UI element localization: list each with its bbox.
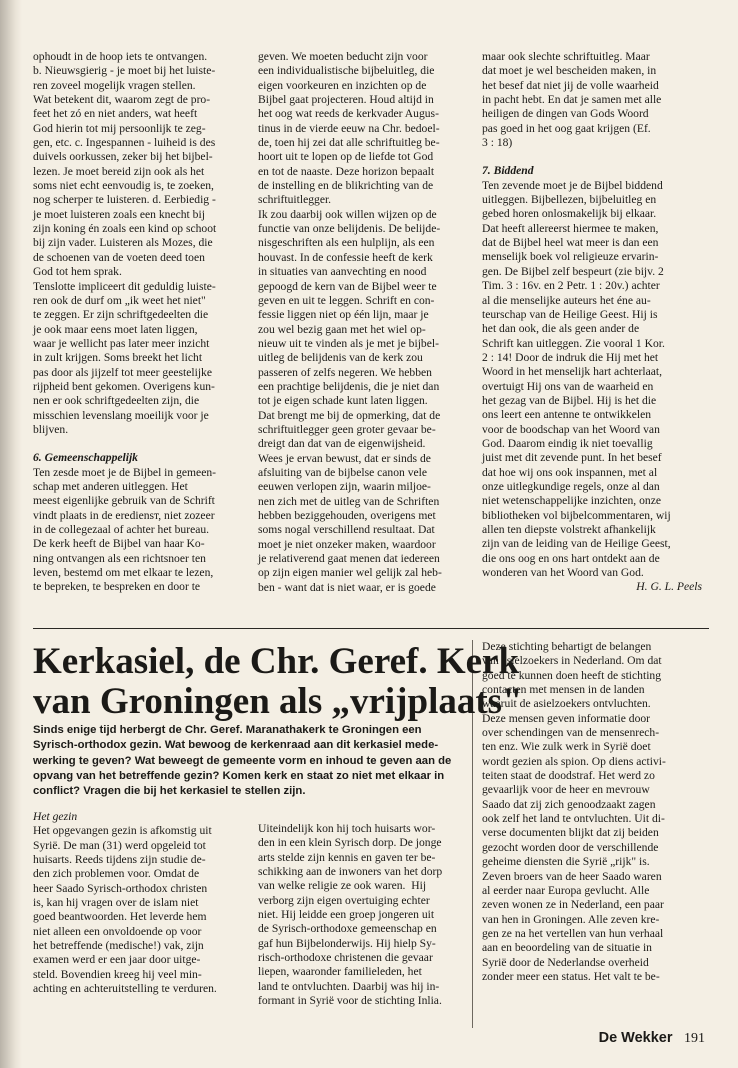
- text-line: in situaties van aanvechting en nood: [258, 265, 427, 279]
- text-line: de instelling en de blikrichting van de: [258, 179, 434, 193]
- text-line: Uiteindelijk kon hij toch huisarts wor-: [258, 822, 436, 835]
- col3b-text: [482, 179, 708, 581]
- text-line: meest eigenlijke gebruik van de Schrift: [33, 494, 215, 508]
- text-line: dat moet je wel bescheiden maken, in: [482, 64, 657, 78]
- page-footer: [599, 1030, 705, 1047]
- col3-text: [482, 50, 708, 150]
- text-line: formant in Syrië voor de stichting Inlia.: [258, 994, 442, 1008]
- text-line: ren zoveel mogelijk vragen stellen.: [33, 78, 196, 92]
- text-line: God hierin tot mij persoonlijk te zeg-: [33, 121, 206, 135]
- text-line: werking te geven? Wat beweegt de gemeente vorm en inhoud te geven aan de: [33, 754, 452, 767]
- text-line: gen. De Bijbel zelf bespeurt (zie bijv. 2: [482, 264, 664, 278]
- column-1: [33, 50, 257, 595]
- text-line: de, toen hij zei dat alle schriftuitleg be-: [258, 136, 440, 150]
- text-line: tinus in de vierde eeuw na Chr. bedoel-: [258, 121, 440, 135]
- text-line: risch-orthodoxe christenen die gevaar: [258, 951, 433, 965]
- text-line: verborg zijn eigen overtuiging echter: [258, 893, 430, 907]
- text-line: Deze mensen geven informatie door: [482, 711, 651, 725]
- text-line: b. Nieuwsgierig - je moet bij het luiste-: [33, 64, 216, 78]
- text-line: Deze stichting behartigt de belangen: [482, 640, 652, 653]
- col2-text: [258, 50, 484, 595]
- page-number: 191: [684, 1031, 705, 1046]
- text-line: liepen, waaronder familieleden, het: [258, 965, 422, 979]
- text-line: heiligen de dingen van Gods Woord: [482, 107, 649, 121]
- text-line: pas door als jijzelf tot meer geestelijke: [33, 365, 212, 379]
- text-line: wonderen van het Woord van God.: [482, 566, 644, 580]
- text-line: uitleg de belijdenis van de kerk zou: [258, 351, 423, 365]
- section-divider: [33, 628, 709, 629]
- col6-text: [482, 640, 708, 984]
- text-line: geven en uit te leggen. Schrift en con-: [258, 293, 435, 307]
- text-line: Kerkasiel, de Chr. Geref. Kerk: [33, 641, 520, 682]
- text-line: niet. Hij leidde een groep jongeren uit: [258, 908, 435, 922]
- text-line: Zeven broers van de heer Saado waren: [482, 869, 662, 883]
- text-line: juist met dit zevende punt. In het besef: [482, 451, 662, 465]
- text-line: zou wel bezig gaan met het wiel op-: [258, 322, 426, 336]
- article-column-3: [482, 640, 708, 984]
- text-line: bij zijn vader. Luisteren als Mozes, die: [33, 236, 213, 250]
- text-line: heer Saado Syrisch-orthodox christen: [33, 881, 208, 895]
- text-line: 3 : 18): [482, 136, 513, 150]
- text-line: zonder meer een status. Het valt te be-: [482, 969, 660, 983]
- text-line: Schrift kan uitleggen. Zie vooral 1 Kor.: [482, 336, 665, 350]
- text-line: op zijn eigen manier wel gelijk zal heb-: [258, 566, 442, 580]
- text-line: gaf hun Bijbelonderwijs. Hij hielp Sy-: [258, 936, 436, 950]
- text-line: ons leert een antenne te ontwikkelen: [482, 408, 652, 422]
- text-line: bibliotheken vol bijbelcommentaren, wij: [482, 508, 671, 522]
- text-line: menselijk boek vol religieuze ervarin-: [482, 250, 659, 264]
- text-line: voor de boodschap van het Woord van: [482, 422, 660, 436]
- text-line: over schendingen van de mensenrech-: [482, 726, 660, 740]
- text-line: nen zich met de uitleg van de Schriften: [258, 494, 440, 508]
- article-lead: [33, 723, 473, 799]
- text-line: schikking aan de inwoners van het dorp: [258, 865, 443, 879]
- text-line: al die menselijke auteurs het éne au-: [482, 293, 651, 307]
- text-line: het gezag van de Bijbel. Hij is het die: [482, 393, 657, 407]
- text-line: soms nogal verschillend resultaat. Dat: [258, 523, 435, 537]
- text-line: ning ontvangen als een richtsnoer ten: [33, 551, 206, 565]
- text-line: nisgeschriften als een hulplijn, als een: [258, 236, 435, 250]
- text-line: functie van onze belijdenis. De belijde-: [258, 222, 441, 236]
- text-line: God tot hem sprak.: [33, 265, 122, 279]
- text-line: gepoogd de kern van de Bijbel weer te: [258, 279, 437, 293]
- text-line: van asielzoekers in Nederland. Om dat: [482, 654, 662, 668]
- text-line: fessie liggen niet op één lijn, maar je: [258, 308, 429, 322]
- text-line: schriftuitlegger geen groter gevaar be-: [258, 422, 436, 436]
- text-line: hoort uit te lopen op de liefde tot God: [258, 150, 434, 164]
- text-line: arts stelde zijn kennis en gaven ter be-: [258, 850, 436, 864]
- text-line: goed te kunnen doen heeft de stichting: [482, 668, 662, 682]
- text-line: Tenslotte impliceert dit geduldig luiste-: [33, 279, 216, 293]
- text-line: zijn koning én zoals een kind op schoot: [33, 222, 217, 236]
- text-line: de Syrisch-orthodoxe gemeenschap en: [258, 922, 437, 936]
- text-line: niet wetenschappelijke inzichten, onze: [482, 494, 661, 508]
- text-line: te bepreken, te bespreken en door te: [33, 580, 201, 594]
- text-line: ook zelf het land te ontvluchten. Uit di-: [482, 812, 665, 826]
- text-line: geheime diensten die Syrië „rijk" is.: [482, 855, 650, 869]
- text-line: in de collegezaal of achter het bureau.: [33, 523, 210, 536]
- text-line: je ook maar eens moet laten liggen,: [33, 322, 198, 336]
- text-line: blijven.: [33, 422, 69, 436]
- text-line: een individualistische bijbeluitleg, die: [258, 64, 435, 78]
- text-line: te zeggen. Er zijn schriftgedeelten die: [33, 308, 209, 322]
- text-line: nog scherper te luisteren. d. Eerbiedig -: [33, 193, 216, 207]
- text-line: tot je eigen schade kunt laten liggen.: [258, 394, 428, 408]
- text-line: goed beantwoorden. Het leverde hem: [33, 910, 207, 924]
- col1-text: [33, 50, 257, 437]
- text-line: gezocht worden door de verschillende: [482, 840, 659, 854]
- text-line: misschien levenslang moeilijk voor je: [33, 408, 209, 422]
- text-line: het betreffende (medische!) vak, zijn: [33, 939, 204, 953]
- text-line: ten enz. Wie zulk werk in Syrië doet: [482, 740, 651, 754]
- text-line: maar ook slechte schriftuitleg. Maar: [482, 50, 650, 63]
- text-line: Wees je ervan bewust, dat er sinds de: [258, 451, 431, 465]
- text-line: van welke religie ze ook waren. Hij: [258, 879, 427, 893]
- text-line: en tot de naaste. Deze horizon bepaalt: [258, 164, 435, 178]
- text-line: gen ze na het vertellen van hun verhaal: [482, 926, 664, 940]
- col4-text: [33, 824, 257, 996]
- text-line: Dat heeft allereerst hiermee te maken,: [482, 221, 659, 235]
- column-3: [482, 50, 708, 595]
- text-line: examen werd er een jaar door uitge-: [33, 953, 201, 967]
- text-line: houvast. In de confessie heeft de kerk: [258, 250, 433, 264]
- text-line: Syrisch-orthodox gezin. Wat bewoog de kerkenraad aan dit kerkasiel mede-: [33, 739, 439, 752]
- text-line: van hen in Groningen. Alle zeven kre-: [482, 912, 660, 926]
- text-line: 2 : 14! Door de indruk die Hij met het: [482, 350, 659, 364]
- text-line: het oog wat reeds de kerkvader Augus-: [258, 107, 439, 121]
- text-line: Saado dat zij zich genoodzaakt zagen: [482, 797, 656, 811]
- text-line: opvang van het betreffende gezin? Komen kerk en staat zo niet met elkaar in: [33, 769, 445, 782]
- text-line: Ten zesde moet je de Bijbel in gemeen-: [33, 465, 217, 479]
- text-line: eeuwen verlopen zijn, waarin miljoe-: [258, 480, 431, 494]
- text-line: zijn van de leiding van de Heilige Geest,: [482, 537, 671, 551]
- text-line: het besef dat niet jij de volle waarheid: [482, 78, 659, 92]
- text-line: aan en beoordeling van de situatie in: [482, 941, 652, 955]
- text-line: waaruit de asielzoekers ontvluchten.: [482, 697, 651, 711]
- text-line: contacten met mensen in de landen: [482, 683, 645, 697]
- text-line: God. Daarom eindig ik niet toevallig: [482, 436, 653, 450]
- text-line: het dan ook, die als geen ander de: [482, 322, 640, 336]
- text-line: de schoenen van de voeten deed toen: [33, 250, 205, 264]
- text-line: eigen voorkeuren en inzichten op de: [258, 78, 427, 92]
- column-2: [258, 50, 484, 595]
- magazine-name: De Wekker: [598, 1030, 673, 1046]
- text-line: gen, etc. c. Ingespannen - luiheid is des: [33, 136, 216, 150]
- text-line: zeven wonen ze in Nederland, een paar: [482, 898, 664, 912]
- text-line: in pacht hebt. En dat je samen met alle: [482, 93, 662, 107]
- col1b-text: [33, 466, 257, 595]
- text-line: van Groningen als „vrijplaats": [33, 681, 523, 722]
- text-line: Het opgevangen gezin is afkomstig uit: [33, 824, 212, 838]
- text-line: onze uitlegkundige regels, onze al dan: [482, 479, 660, 493]
- text-line: Bijbel gaat projecteren. Houd altijd in: [258, 93, 434, 107]
- page-gutter-shadow: [0, 0, 22, 1068]
- text-line: dat hoe wij ons ook inspannen, met al: [482, 465, 658, 479]
- text-line: ben - want dat is niet waar, er is goede: [258, 580, 436, 594]
- text-line: vindt plaats in de erediensт, niet zozeer: [33, 508, 215, 522]
- text-line: huisarts. Reeds tijdens zijn studie de-: [33, 853, 206, 867]
- text-line: een prachtige belijdenis, die je niet dan: [258, 379, 440, 393]
- text-line: schap met anderen uitleggen. Het: [33, 479, 188, 493]
- text-line: hebben beziggehouden, overigens met: [258, 509, 436, 522]
- text-line: Ten zevende moet je de Bijbel biddend: [482, 178, 663, 192]
- text-line: Ik zou daarbij ook willen wijzen op de: [258, 207, 437, 221]
- section-heading-6: 6. Gemeenschappelijk: [33, 451, 138, 465]
- text-line: schriftuitlegger.: [258, 193, 332, 207]
- text-line: geven. We moeten beducht zijn voor: [258, 50, 428, 63]
- text-line: je moet luisteren zoals een knecht bij: [33, 207, 205, 221]
- text-line: De kerk heeft de Bijbel van haar Ko-: [33, 537, 205, 551]
- text-line: afsluiting van de bijbelse canon vele: [258, 465, 428, 479]
- col5-text: [258, 822, 472, 1008]
- text-line: Wat betekent dit, waarom zegt de pro-: [33, 93, 211, 107]
- text-line: Sinds enige tijd herbergt de Chr. Geref. Maranathakerk te Groningen een: [33, 724, 422, 736]
- text-line: soms niet echt eenvoudig is, te zoeken,: [33, 179, 214, 193]
- text-line: dat de Bijbel heel wat meer is dan een: [482, 236, 659, 250]
- text-line: allen ten diepste volstrekt afhankelijk: [482, 523, 656, 536]
- text-line: Syrië door de Nederlandse overheid: [482, 955, 649, 969]
- text-line: pas goed in het oog gaat krijgen (Ef.: [482, 121, 651, 135]
- article-headline: [33, 641, 523, 722]
- article-column-2: [258, 822, 472, 1008]
- text-line: nieuw uit te vinden als je met je bijbel-: [258, 336, 439, 350]
- text-line: ren ook de durf om „ik weet het niet": [33, 293, 206, 307]
- text-line: die ons oog en ons hart ontdekt aan de: [482, 551, 660, 565]
- text-line: moet je niet onzeker maken, waardoor: [258, 537, 436, 551]
- text-line: conflict? Vragen die bij het kerkasiel te stellen zijn.: [33, 785, 306, 798]
- text-line: lezen. Je moet bereid zijn ook als het: [33, 164, 205, 178]
- text-line: rijpheid bent gekomen. Overigens kun-: [33, 379, 215, 393]
- article-column-1: [33, 810, 257, 996]
- text-line: in zult krijgen. Soms breekt het licht: [33, 351, 203, 365]
- text-line: passeren of zelfs negeren. We hebben: [258, 365, 432, 379]
- text-line: den in een klein Syrisch dorp. De jonge: [258, 836, 442, 850]
- text-line: ophoudt in de hoop iets te ontvangen.: [33, 50, 208, 63]
- text-line: gebed horen onlosmakelijk bij elkaar.: [482, 207, 657, 221]
- text-line: Syrië. De man (31) werd opgeleid tot: [33, 838, 206, 852]
- text-line: Woord in het menselijk hart achterlaat,: [482, 365, 662, 379]
- text-line: nen er ook schriftgedeelten zijn, die: [33, 394, 200, 408]
- text-line: verse documenten blijkt dat zij beiden: [482, 826, 659, 840]
- text-line: den zich problemen voor. Omdat de: [33, 867, 200, 881]
- text-line: overtuigt Hij ons van de waarheid en: [482, 379, 654, 393]
- text-line: waar je wellicht pas later meer inzicht: [33, 336, 210, 350]
- text-line: teurschap van de Heilige Geest. Hij is: [482, 307, 658, 321]
- text-line: land te ontvluchten. Daarbij was hij in-: [258, 979, 440, 993]
- text-line: uitleggen. Bijbellezen, bijbeluitleg en: [482, 193, 657, 207]
- text-line: je relativerend gaat menen dat iedereen: [258, 552, 440, 566]
- text-line: gevaarlijk voor de heer en mevrouw: [482, 783, 650, 797]
- text-line: Dat brengt me bij de opmerking, dat de: [258, 408, 441, 422]
- text-line: achting en achteruitstelling te verduren.: [33, 982, 217, 996]
- text-line: is, kan hij vragen over de islam niet: [33, 896, 199, 910]
- text-line: leven, bestemd om met elkaar te lezen,: [33, 566, 214, 580]
- text-line: wordt gezien als spion. Op diens activi-: [482, 754, 666, 768]
- text-line: dreigt dan dat van de eigenwijsheid.: [258, 437, 426, 451]
- article-subheading: Het gezin: [33, 810, 78, 823]
- text-line: duivels oorkussen, zeker bij het bijbel-: [33, 150, 213, 164]
- text-line: niet alleen een onvoldoende op voor: [33, 924, 202, 938]
- text-line: al eerder naar Europa gevlucht. Alle: [482, 883, 650, 897]
- author-signature: H. G. L. Peels: [636, 580, 702, 594]
- section-heading-7: 7. Biddend: [482, 164, 534, 178]
- text-line: feet het zó en niet anders, wat heeft: [33, 107, 198, 121]
- text-line: teiten staat de doodstraf. Het werd zo: [482, 769, 655, 783]
- text-line: steld. Bovendien kreeg hij veel min-: [33, 967, 202, 981]
- text-line: Tim. 3 : 16v. en 2 Petr. 1 : 20v.) achter: [482, 279, 660, 293]
